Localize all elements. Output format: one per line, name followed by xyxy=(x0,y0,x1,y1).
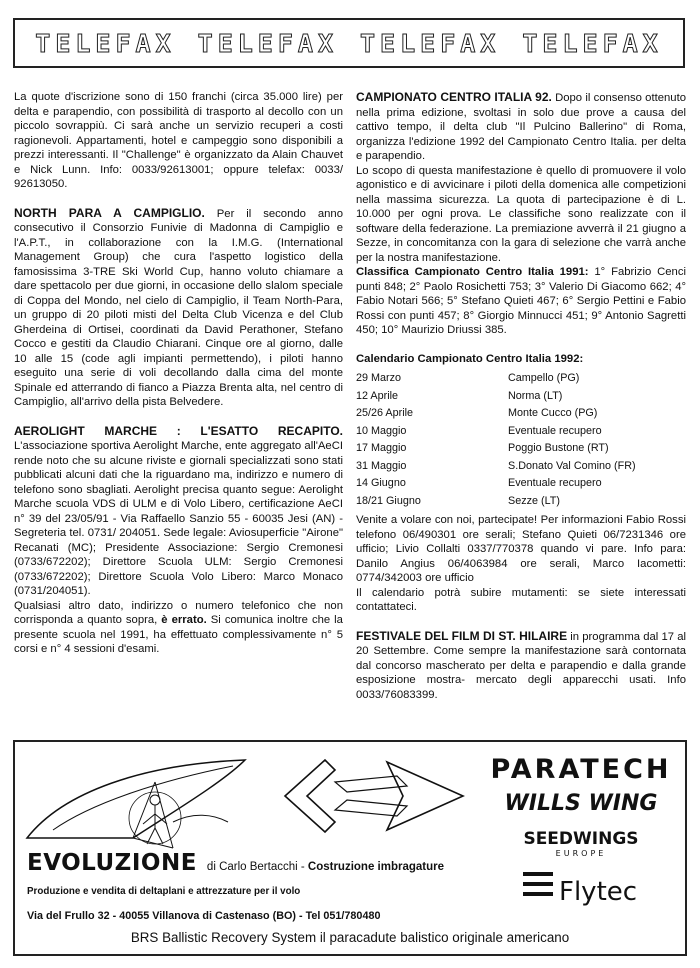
paratech-logo: PARATECH xyxy=(490,754,672,785)
brs-tagline: BRS Ballistic Recovery System il paracadute balistico originale americano xyxy=(130,930,570,945)
north-para-article xyxy=(14,206,343,410)
calendar-date: 12 Aprile xyxy=(356,389,399,402)
calendar-notice: Il calendario potrà subire mutamenti: se siete interessati contattateci. xyxy=(356,586,686,613)
campionato-scope: Lo scopo di questa manifestazione è quello di promuovere il volo agonistico e di avvicinare i piloti della domenica alle competizioni nella massima sicurezza. La quota di partecipazione è di L. 10.000 per ogni prova. Le classifiche sono realizzate con il software della federazione. La premiazione avverrà il 21 giugno a Sezze, in concomitanza con la gara di selezione che varrà anche per la nostra manifestazione. xyxy=(356,164,686,264)
calendar-place: Norma (LT) xyxy=(508,389,563,402)
calendar-row xyxy=(356,423,686,441)
aerolight-note-bold: è errato. xyxy=(161,614,207,626)
left-column xyxy=(14,90,343,657)
calendar-date: 29 Marzo xyxy=(356,372,402,384)
north-para-body: Per il secondo anno consecutivo il Consorzio Funivie di Madonna di Campiglio e l'A.P.T., in collaborazione con la I.M.G. (International Management Group) che cura l'aspetto logistico della famosissima 3-TRE Ski World Cup, hanno voluto chiamare a dare spettacolo per due giorni, in occasione dello slalom speciale di Coppa del Mondo, nel cielo di Campiglio, il Team North-Para, un gruppo di 20 piloti misti del Delta Club Vicenza e del Club Gherdeina di Ortisei, coordinati da David Perathoner, Stefano Cocco e gestiti da Claudio Chiarani. Cinque ore al giorno, dalle 10 alle 15 (code agli impianti permettendo), i piloti hanno eseguito una serie di voli decollando dalla cima del monte Spinale ed atterrando di fianco a Piazza Brenta alta, nel centro di Campiglio, all'arrivo della pista Belvedere. xyxy=(14,207,344,408)
evoluzione-logo: EVOLUZIONE xyxy=(27,850,197,876)
evoluzione-byline: di Carlo Bertacchi - Costruzione imbragature xyxy=(206,861,445,873)
calendar-place: Eventuale recupero xyxy=(508,477,602,489)
calendar-date: 10 Maggio xyxy=(356,424,407,437)
evoluzione-address: Via del Frullo 32 - 40055 Villanova di Castenaso (BO) - Tel 051/780480 xyxy=(27,910,381,922)
aerolight-note-tail: Si comunica inoltre che la presente scuola nel 1991, ha effettuato complessivamente n° 5 corsi e n° 4 sessioni d'esami. xyxy=(14,614,343,655)
sponsor-logos xyxy=(477,742,685,914)
calendar-row xyxy=(356,475,686,493)
calendar-date: 14 Giugno xyxy=(356,477,406,489)
evoluzione-description: Produzione e vendita di deltaplani e attrezzature per il volo xyxy=(27,886,301,897)
flytec-logo: Flytec xyxy=(559,877,638,907)
calendar-row xyxy=(356,458,686,476)
aerolight-title: AEROLIGHT MARCHE : L'ESATTO RECAPITO. xyxy=(14,423,343,438)
evoluzione-line xyxy=(27,850,444,876)
festival-article xyxy=(356,629,686,703)
wills-wing-logo: WILLS WING xyxy=(504,791,658,816)
seedwings-logo: SEEDWINGS xyxy=(523,829,639,849)
festival-title: FESTIVALE DEL FILM DI ST. HILAIRE xyxy=(356,628,568,643)
flytec-bar-icon xyxy=(523,882,553,886)
double-arrow-logo xyxy=(277,752,469,840)
flytec-bar-icon xyxy=(523,872,553,876)
header-word: TELEFAX xyxy=(197,28,338,58)
north-para-title: NORTH PARA A CAMPIGLIO. xyxy=(14,205,205,220)
calendar-place: Sezze (LT) xyxy=(508,494,560,507)
seedwings-europe-text: EUROPE xyxy=(555,849,607,858)
advertisement-box xyxy=(13,740,687,956)
calendar-place: Poggio Bustone (RT) xyxy=(508,442,609,454)
calendario-title: Calendario Campionato Centro Italia 1992: xyxy=(356,352,584,365)
calendar-date: 18/21 Giugno xyxy=(356,494,421,507)
calendar-row xyxy=(356,370,686,388)
classifica-title: Classifica Campionato Centro Italia 1991: xyxy=(356,266,589,278)
campionato-article xyxy=(356,90,686,164)
header-word: TELEFAX xyxy=(35,28,176,58)
calendar-place: S.Donato Val Comino (FR) xyxy=(508,459,636,472)
header-word: TELEFAX xyxy=(522,28,663,58)
calendar-date: 25/26 Aprile xyxy=(356,407,414,419)
calendar-date: 31 Maggio xyxy=(356,459,407,472)
challenge-article: La quote d'iscrizione sono di 150 franchi (circa 35.000 lire) per delta e parapendio, con possibilità di trasporto al decollo con un piccolo sovrappiù. Ci sarà anche un servizio recuperi a costi ragionevoli. Appartamenti, hotel e campeggio sono disponibili a prezzi interessanti. Il "Challenge" è organizzato da Alain Chauvet e Nick Lunn. Info: 0033/92613001; oppure telefax: 0033/ 92613050. xyxy=(14,91,343,190)
right-column xyxy=(356,90,686,716)
festival-body: in programma dal 17 al 20 Settembre. Come sempre la manifestazione sarà contornata dal concorso mascherato per delta e parapendio e dalla grande esposizione mostra- mercato degli apparecchi usati. Info 0033/76083399. xyxy=(356,630,686,701)
aerolight-note-text: Qualsiasi altro dato, indirizzo o numero telefonico che non corrisponda a quanto sopra, xyxy=(14,599,343,626)
classifica xyxy=(356,265,686,338)
telefax-header xyxy=(13,18,685,68)
info-paragraph: Venite a volare con noi, partecipate! Per informazioni Fabio Rossi telefono 06/490301 ore serali; Stefano Quieti 06/7231346 ore ufficio; Livio Collalti 0337/770378 quando vi pare. Info para: Danilo Angius 06/4063984 ore serali, Marco Iacometti: 0774/342003 ore ufficio xyxy=(356,514,686,584)
calendar-row xyxy=(356,493,686,511)
calendar-place: Campello (PG) xyxy=(508,372,580,384)
header-word: TELEFAX xyxy=(360,28,501,58)
aerolight-body: L'associazione sportiva Aerolight Marche, ente aggregato all'AeCI rende noto che su alcune riviste e giornali specializzati sono stati pubblicati alcuni dati che la riguardano ma, indirizzo e numero di telefono sono sbagliati. Aerolight precisa quanto segue: Aerolight Marche scuola VDS di ULM e di Volo Libero, certificazione AeCI n° 39 del 23/05/91 - Via Raffaello Sanzio 55 - 60035 Jesi (AN) - Segreteria tel. 0731/ 204051. Sede legale: Aviosuperficie "Airone" Recanati (MC); Presidente Associazione: Sergio Cremonesi (0733/672202); Direttore Scuola ULM: Sergio Cremonesi (0733/672202); Direttore Scuola Volo Libero: Marco Monaco (0731/204051). xyxy=(14,440,343,597)
calendar-row xyxy=(356,440,686,458)
classifica-body: 1° Fabrizio Cenci punti 848; 2° Paolo Rosichetti 753; 3° Valerio Di Giacomo 662; 4° Fabio Notari 566; 5° Stefano Quieti 467; 6° Sergio Pettini e Fabio Rossi con punti 457; 8° Giorgio Minnucci 451; 9° Antonio Sagretti 450; 10° Maurizio Driussi 385. xyxy=(356,266,686,336)
calendar-row xyxy=(356,405,686,423)
campionato-body: Dopo il consenso ottenuto nella prima edizione, svoltasi in solo due prove a causa del cattivo tempo, il delta club "Il Pulcino Ballerino" di Roma, organizza l'edizione 1992 del Campionato Centro Italia. per delta e parapendio. xyxy=(356,92,686,162)
hang-glider-illustration xyxy=(23,752,255,860)
calendar-place: Monte Cucco (PG) xyxy=(508,407,598,419)
flytec-bar-icon xyxy=(523,892,553,896)
aerolight-note xyxy=(14,599,343,657)
campionato-title: CAMPIONATO CENTRO ITALIA 92. xyxy=(356,90,552,104)
calendar-place: Eventuale recupero xyxy=(508,424,602,437)
calendar-table xyxy=(356,370,686,510)
calendar-date: 17 Maggio xyxy=(356,442,407,454)
aerolight-article xyxy=(14,424,343,599)
calendar-row xyxy=(356,388,686,406)
